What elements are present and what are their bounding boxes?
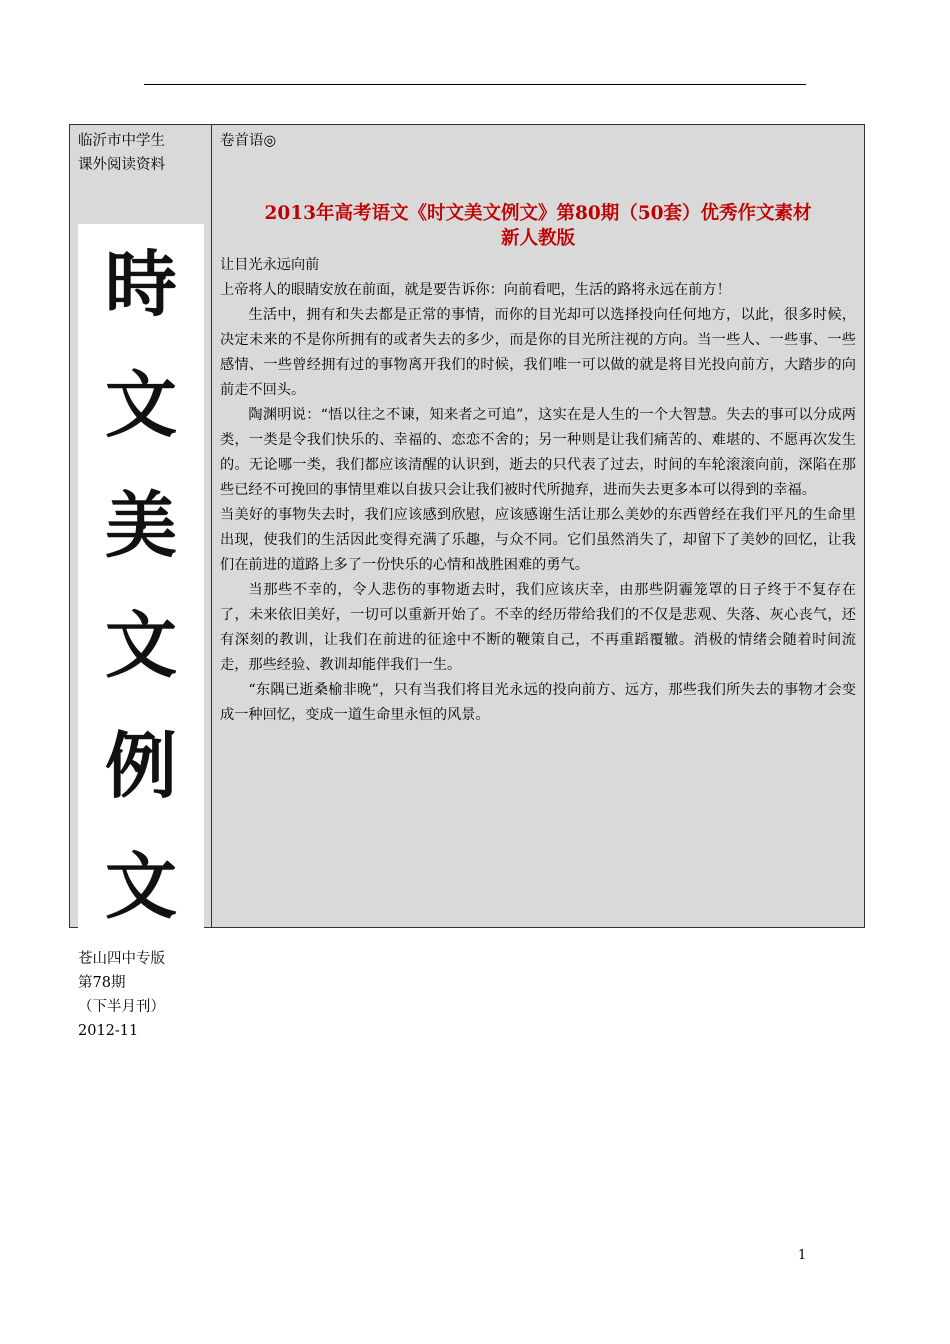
article-paragraph: 陶渊明说：“悟以往之不谏，知来者之可追”，这实在是人生的一个大智慧。失去的事可以分成两类，一类是令我们快乐的、幸福的、恋恋不舍的；另一种则是让我们痛苦的、难堪的、不愿再次发生的。无论哪一类，我们都应该清醒的认识到，逝去的只代表了过去，时间的车轮滚滚向前，深陷在那些已经不可挽回的事情里难以自拔只会让我们被时代所抛弃，进而失去更多本可以得到的幸福。	[220, 407, 856, 498]
right-column	[212, 125, 864, 927]
article-paragraph: 生活中，拥有和失去都是正常的事情，而你的目光却可以选择投向任何地方，以此，很多时候，决定未来的不是你所拥有的或者失去的多少，而是你的目光所注视的方向。当一些人、一些事、一些感情、一些曾经拥有过的事物离开我们的时候，我们唯一可以做的就是将目光投向前方，大踏步的向前走不回头。	[220, 307, 856, 398]
calligraphy-banner	[78, 224, 204, 946]
edition-line: （下半月刊）	[78, 999, 165, 1015]
left-column	[70, 125, 211, 1039]
article-paragraph: 上帝将人的眼睛安放在前面，就是要告诉你：向前看吧，生活的路将永远在前方！	[220, 282, 731, 298]
article-title: 让目光永远向前	[220, 257, 320, 273]
school-line: 临沂市中学生	[78, 133, 165, 149]
edition-line: 第78期	[78, 975, 126, 991]
title-line: 新人教版	[500, 228, 575, 249]
article	[220, 253, 856, 728]
school-label	[78, 129, 165, 177]
calligraphy-char: 文	[104, 602, 178, 688]
calligraphy-char: 文	[104, 362, 178, 447]
school-line: 课外阅读资料	[78, 157, 165, 173]
preface-label: 卷首语◎	[220, 133, 277, 149]
calligraphy-char: 文	[104, 843, 178, 929]
calligraphy-char: 美	[104, 482, 178, 568]
calligraphy-char: 時	[104, 241, 178, 327]
document-table	[69, 124, 865, 1039]
article-paragraph: 当那些不幸的，令人悲伤的事物逝去时，我们应该庆幸，由那些阴霾笼罩的日子终于不复存在了，未来依旧美好，一切可以重新开始了。不幸的经历带给我们的不仅是悲观、失落、灰心丧气，还有深刻的教训，让我们在前进的征途中不断的鞭策自己，不再重蹈覆辙。消极的情绪会随着时间流走，那些经验、教训却能伴我们一生。	[220, 582, 856, 673]
edition-line: 2012-11	[78, 1023, 139, 1039]
title-line: 2013年高考语文《时文美文例文》第80期（50套）优秀作文素材	[264, 203, 812, 224]
document-title	[216, 201, 860, 251]
header-rule	[144, 84, 806, 85]
edition-line: 苍山四中专版	[78, 951, 165, 967]
page-number: 1	[798, 1248, 807, 1263]
calligraphy-char: 例	[104, 723, 178, 808]
article-paragraph: 当美好的事物失去时，我们应该感到欣慰，应该感谢生活让那么美妙的东西曾经在我们平凡的生命里出现，使我们的生活因此变得充满了乐趣，与众不同。它们虽然消失了，却留下了美妙的回忆，让我们在前进的道路上多了一份快乐的心情和战胜困难的勇气。	[220, 507, 856, 573]
calligraphy-svg	[78, 224, 204, 946]
edition-info	[78, 947, 165, 1043]
article-paragraph: “东隅已逝桑榆非晚”，只有当我们将目光永远的投向前方、远方，那些我们所失去的事物才会变成一种回忆，变成一道生命里永恒的风景。	[220, 682, 856, 723]
